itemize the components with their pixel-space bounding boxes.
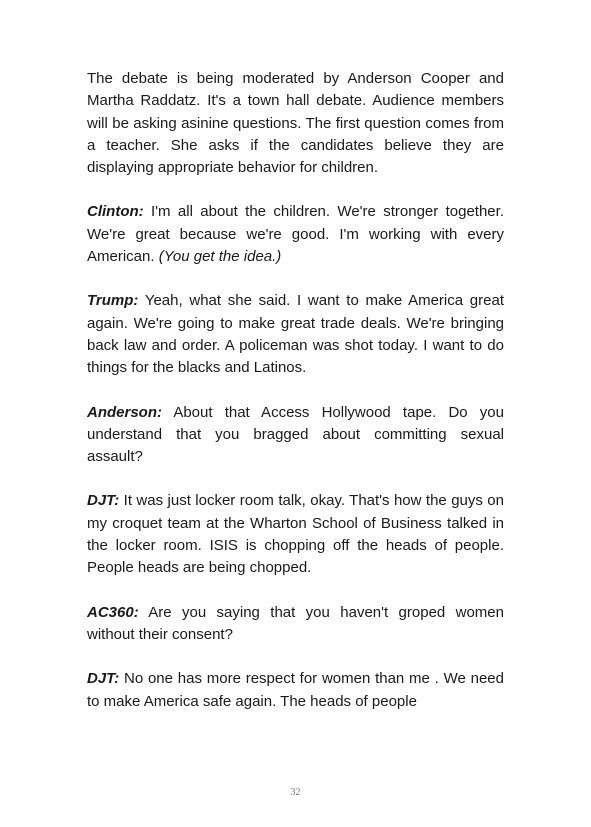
- page-number: 32: [290, 787, 301, 798]
- exchange-paragraph: [87, 402, 504, 469]
- exchange-paragraph: [87, 668, 504, 713]
- speech-text: Are you saying that you haven't groped women without their consent?: [87, 603, 504, 643]
- speaker-label: AC360:: [87, 603, 139, 621]
- intro-paragraph: The debate is being moderated by Anderson Cooper and Martha Raddatz. It's a town hall debate. Audience members will be asking asinine questions. The first question comes from a teacher. She asks if the candidates believe they are displaying appropriate behavior for children.: [87, 70, 504, 177]
- exchange-paragraph: [87, 490, 504, 579]
- speech-text: About that Access Hollywood tape. Do you understand that you bragged about committing sexual assault?: [87, 403, 504, 466]
- speech-text: Yeah, what she said. I want to make America great again. We're going to make great trade deals. We're bringing back law and order. A policeman was shot today. I want to do things for the blacks and Latinos.: [87, 292, 504, 377]
- aside-text: (You get the idea.): [158, 248, 282, 266]
- speaker-label: DJT:: [87, 670, 120, 688]
- speech-text: It was just locker room talk, okay. That's how the guys on my croquet team at the Wharton School of Business talked in the locker room. ISIS is chopping off the heads of people. People heads are being chopped.: [87, 492, 504, 577]
- speech-text: No one has more respect for women than me . We need to make America safe again. The heads of people: [87, 670, 504, 710]
- speech-text: I'm all about the children. We're stronger together. We're great because we're good. I'm working with every American.: [87, 203, 504, 266]
- exchange-paragraph: [87, 602, 504, 647]
- speaker-label: DJT:: [87, 492, 120, 510]
- speaker-label: Trump:: [87, 292, 139, 310]
- exchange-paragraph: [87, 290, 504, 379]
- speaker-label: Anderson:: [87, 403, 162, 421]
- page-body: [87, 68, 504, 735]
- exchange-paragraph: [87, 201, 504, 268]
- speaker-label: Clinton:: [87, 203, 144, 221]
